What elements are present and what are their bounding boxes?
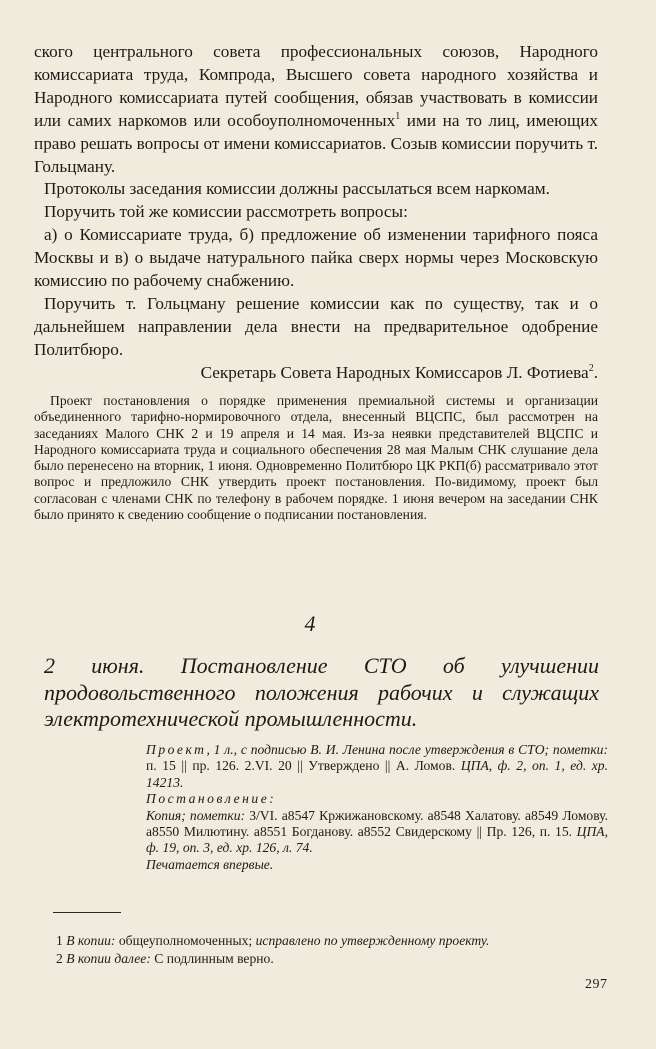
source-draft-desc: , 1 л., с подписью В. И. Ленина после утверждения в СТО; пометки: xyxy=(206,742,608,757)
footnote-2-label: В копии далее: xyxy=(66,951,151,966)
source-draft-archive: ЦПА, ф. 2, оп. 1, ед. хр. 14213. xyxy=(146,758,608,790)
paragraph-commission-tail: ими на то лиц, имеющих право решать вопросы от имени комиссариатов. Созыв комиссии поручить т. Гольцману. xyxy=(34,110,598,176)
footnote-ref-2[interactable]: 2 xyxy=(588,362,594,374)
page-number: 297 xyxy=(585,977,608,992)
paragraph-decision: Поручить т. Гольцману решение комиссии как по существу, так и о дальнейшем направлении дела внести на предварительное одобрение Политбюро. xyxy=(34,293,598,359)
source-copy-archive: ЦПА, ф. 19, оп. 3, ед. хр. 126, л. 74. xyxy=(146,824,608,856)
source-copy xyxy=(146,808,608,857)
source-copy-label: Копия; пометки: xyxy=(146,807,246,823)
source-draft-label: Проект xyxy=(146,742,207,757)
signature-text: Секретарь Совета Народных Комиссаров Л. Фотиева xyxy=(200,362,589,382)
footnote-ref-1[interactable]: 1 xyxy=(395,110,401,122)
archival-source xyxy=(146,742,608,873)
footnote-1 xyxy=(56,933,612,949)
document-title: 2 июня. Постановление СТО об улучшении продовольственного положения рабочих и служащих электротехнической промышленности. xyxy=(44,653,599,731)
footnote-1-text: общеуполномоченных; xyxy=(115,933,256,948)
signature-line xyxy=(34,362,598,385)
source-draft xyxy=(146,742,608,791)
paragraph-commission-text: ского центрального совета профессиональных союзов, Народного комиссариата труда, Компрода, Высшего совета народного хозяйства и Народного комиссариата путей сообщения, обязав участвовать в комиссии или самих наркомов или особоуполномоченных xyxy=(34,42,598,130)
paragraph-commission xyxy=(34,41,598,178)
source-copy-marks: 3/VI. а8547 Кржижановскому. а8548 Халатову. а8549 Ломову. а8550 Милютину. а8551 Богданову. а8552 Свидерскому || Пр. 126, п. 15. xyxy=(146,807,608,840)
paragraph-instruct: Поручить той же комиссии рассмотреть вопросы: xyxy=(44,202,408,222)
footnote-2-text: С подлинным верно. xyxy=(150,951,274,966)
footnote-2 xyxy=(56,951,612,967)
source-draft-marks: п. 15 || пр. 126. 2.VI. 20 || Утверждено || А. Ломов. xyxy=(146,758,461,774)
footnote-1-comment: исправлено по утвержденному проекту. xyxy=(255,933,490,948)
paragraph-protocols: Протоколы заседания комиссии должны рассылаться всем наркомам. xyxy=(44,179,550,199)
source-resolution-label xyxy=(146,791,608,807)
document-number: 4 xyxy=(304,611,316,636)
main-text xyxy=(34,41,598,385)
footnote-1-mark: 1 xyxy=(56,933,63,948)
footnote-divider xyxy=(53,912,121,913)
source-resolution-text: Постановление: xyxy=(146,791,277,807)
footnote-1-label: В копии: xyxy=(66,933,116,948)
paragraph-questions: а) о Комиссариате труда, б) предложение об изменении тарифного пояса Москвы и в) о выдаче натурального пайка сверх нормы через Московскую комиссию по рабочему снабжению. xyxy=(34,225,598,291)
source-first-print: Печатается впервые. xyxy=(146,856,274,872)
footnote-2-mark: 2 xyxy=(56,951,63,966)
editor-note: Проект постановления о порядке применения премиальной системы и организации объединенного тарифно-нормировочного отдела, внесенный ВЦСПС, был рассмотрен на заседаниях Малого СНК 2 и 19 апреля и 14 мая. Из-за неявки представителей ВЦСПС и Народного комиссариата труда и социального обеспечения 28 мая Малым СНК слушание дела было перенесено на вторник, 1 июня. Одновременно Политбюро ЦК РКП(б) рассматривало этот вопрос и предложило СНК утвердить проект постановления. По-видимому, проект был согласован с членами СНК по телефону в рабочем порядке. 1 июня вечером на заседании СНК было принято к сведению сообщение о подписании постановления. xyxy=(34,393,598,523)
signature-end: . xyxy=(593,362,598,382)
